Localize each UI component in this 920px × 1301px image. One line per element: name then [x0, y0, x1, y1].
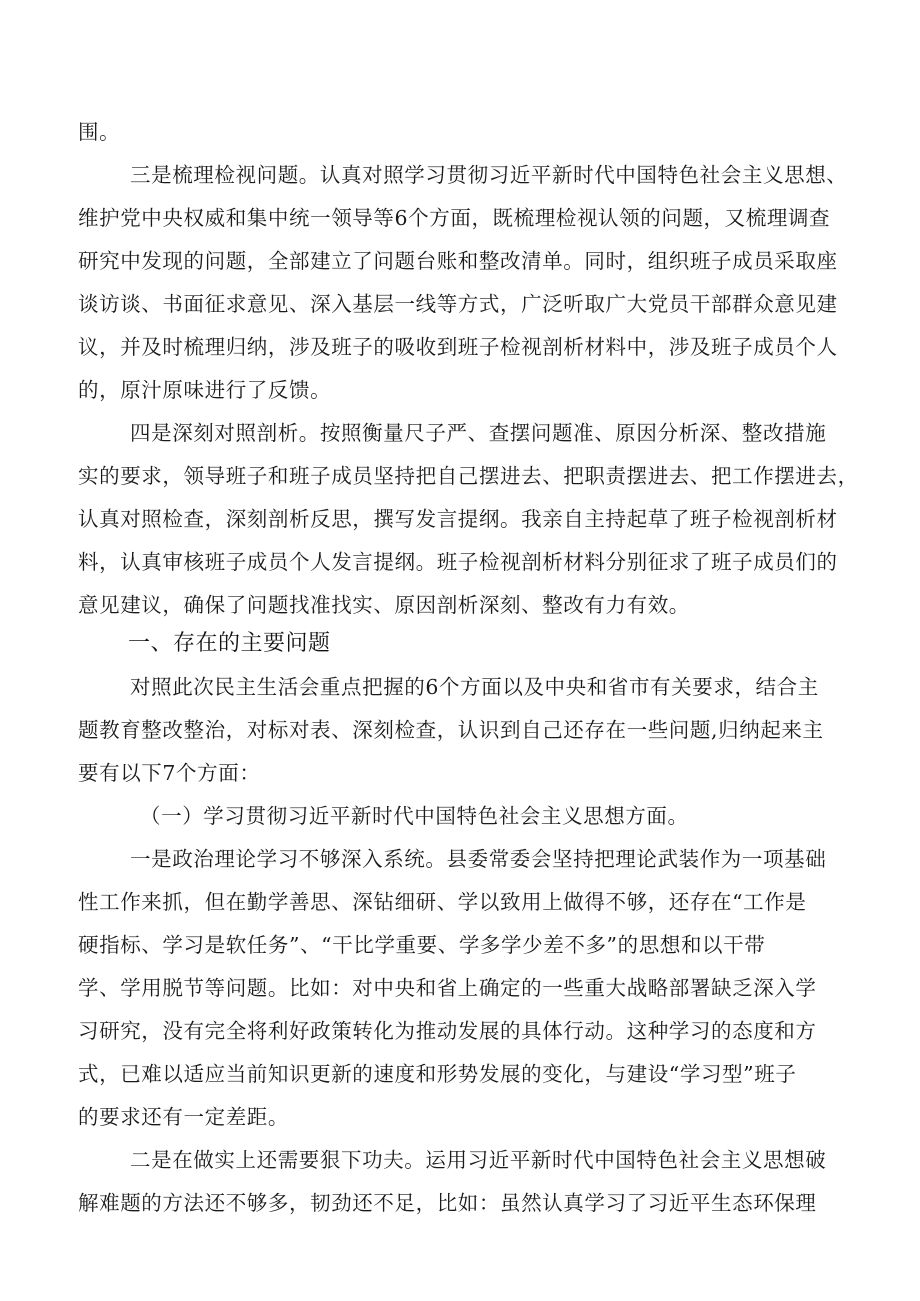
text-line: 围。 — [78, 120, 121, 144]
text-line: 研究中发现的问题，全部建立了问题台账和整改清单。同时，组织班子成员采取座 — [78, 249, 838, 273]
text-line: 三是梳理检视问题。认真对照学习贯彻习近平新时代中国特色社会主义思想、 — [130, 163, 848, 187]
text-line: 一是政治理论学习不够深入系统。县委常委会坚持把理论武装作为一项基础 — [130, 847, 827, 871]
text-line: 二是在做实上还需要狠下功夫。运用习近平新时代中国特色社会主义思想破 — [130, 1148, 827, 1172]
text-line: 的，原汁原味进行了反馈。 — [78, 378, 332, 402]
subsection-heading: （一）学习贯彻习近平新时代中国特色社会主义思想方面。 — [140, 804, 689, 828]
text-line: 解难题的方法还不够多，韧劲还不足，比如：虽然认真学习了习近平生态环保理 — [78, 1191, 817, 1215]
text-line: 议，并及时梳理归纳，涉及班子的吸收到班子检视剖析材料中，涉及班子成员个人 — [78, 335, 838, 359]
text-line: 四是深刻对照剖析。按照衡量尺子严、查摆问题准、原因分析深、整改措施 — [130, 421, 827, 445]
text-line: 要有以下7个方面： — [78, 761, 261, 785]
text-line: 的要求还有一定差距。 — [78, 1105, 289, 1129]
text-line: 题教育整改整治，对标对表、深刻检查，认识到自己还存在一些问题,归纳起来主 — [78, 718, 824, 742]
section-heading: 一、存在的主要问题 — [128, 631, 331, 656]
text-line: 谈访谈、书面征求意见、深入基层一线等方式，广泛听取广大党员干部群众意见建 — [78, 292, 838, 316]
text-line: 料，认真审核班子成员个人发言提纲。班子检视剖析材料分别征求了班子成员们的 — [78, 550, 838, 574]
text-line: 意见建议，确保了问题找准找实、原因剖析深刻、整改有力有效。 — [78, 593, 690, 617]
text-line: 学、学用脱节等问题。比如：对中央和省上确定的一些重大战略部署缺乏深入学 — [78, 976, 817, 1000]
text-line: 性工作来抓，但在勤学善思、深钻细研、学以致用上做得不够，还存在“工作是 — [78, 890, 807, 914]
text-line: 实的要求，领导班子和班子成员坚持把自己摆进去、把职责摆进去、把工作摆进去， — [78, 464, 859, 488]
text-line: 认真对照检查，深刻剖析反思，撰写发言提纲。我亲自主持起草了班子检视剖析材 — [78, 507, 838, 531]
text-line: 维护党中央权威和集中统一领导等6个方面，既梳理检视认领的问题，又梳理调查 — [78, 206, 831, 230]
text-line: 对照此次民主生活会重点把握的6个方面以及中央和省市有关要求，结合主 — [130, 675, 819, 699]
text-line: 习研究，没有完全将利好政策转化为推动发展的具体行动。这种学习的态度和方 — [78, 1019, 817, 1043]
text-line: 硬指标、学习是软任务”、“干比学重要、学多学少差不多”的思想和以干带 — [78, 933, 766, 957]
text-line: 式，已难以适应当前知识更新的速度和形势发展的变化，与建设“学习型”班子 — [78, 1062, 797, 1086]
